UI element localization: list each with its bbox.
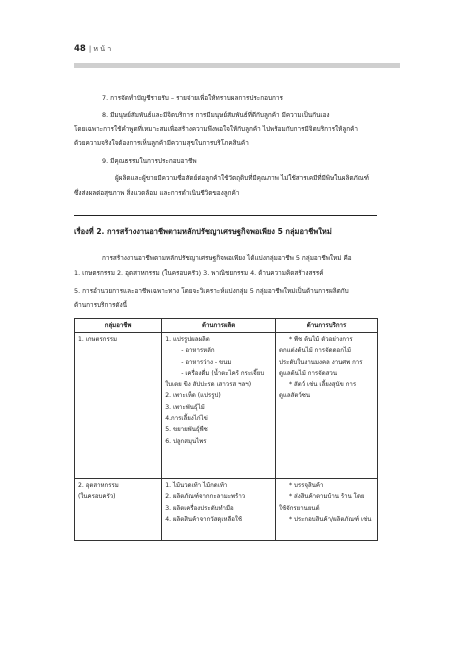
cell-text: * บรรจุสินค้า — [289, 482, 324, 489]
group-cell — [75, 333, 162, 479]
section-rule — [74, 215, 377, 216]
cell-text: 2. อุตสาหกรรม — [78, 482, 119, 489]
cell-text: ใบเตย ขิง สัปปะรด เสาวรส ฯลฯ) — [165, 381, 252, 389]
page-label: | ห น้ า — [88, 45, 112, 53]
cell-text: 2. ผลิตภัณฑ์จากกะลามะพร้าว — [165, 493, 246, 501]
paragraph-line: ผู้ผลิตและผู้ขายมีความซื่อสัตย์ต่อลูกค้าใช้วัตถุดิบที่มีคุณภาพ ไม่ใช้สารเคมีที่มีพิษในผลิตภัณฑ์ — [115, 174, 369, 182]
header-rule — [74, 63, 400, 68]
paragraph-line: การสร้างงานอาชีพตามหลักปรัชญาเศรษฐกิจพอเพียง ได้แบ่งกลุ่มอาชีพ 5 กลุ่มอาชีพใหม่ คือ — [102, 254, 352, 262]
cell-text: 3. ผลิตเครื่องประดับทำมือ — [165, 504, 234, 512]
cell-text: ดูแลสัตว์ซน — [279, 392, 311, 400]
paragraph-line: ซึ่งส่งผลต่อสุขภาพ สิ่งแวดล้อม และการดำเนินชีวิตของลูกค้า — [74, 189, 240, 197]
list-item-7: 7. การจัดทำบัญชีรายรับ – รายจ่ายเพื่อให้ทราบผลการประกอบการ — [102, 94, 283, 102]
paragraph-line: ด้านการบริการดังนี้ — [74, 301, 128, 309]
table-header-row — [75, 319, 378, 333]
page-header — [74, 44, 111, 55]
cell-text: * ประกอบสินค้า/ผลิตภัณฑ์ เช่น — [289, 515, 372, 523]
occupation-table — [74, 318, 378, 541]
column-header: ด้านการบริการ — [276, 319, 378, 333]
cell-text: 6. ปลูกสมุนไพร — [165, 437, 207, 445]
cell-text: 1. แปรรูปผลผลิต — [165, 336, 210, 343]
cell-text: 3. เพาะพันธุ์ไม้ — [165, 403, 205, 411]
service-cell — [276, 333, 378, 479]
cell-text: 1. เกษตรกรรม — [78, 336, 118, 343]
cell-text: 5. ขยายพันธุ์พืช — [165, 426, 208, 434]
paragraph-line: 1. เกษตรกรรม 2. อุตสาหกรรม (ในครอบครัว) 3. พาณิชยกรรม 4. ด้านความคิดสร้างสรรค์ — [74, 269, 324, 277]
page-number: 48 — [74, 44, 86, 54]
service-cell — [276, 479, 378, 541]
production-cell — [162, 333, 276, 479]
column-header: ด้านการผลิต — [162, 319, 276, 333]
column-header: กลุ่มอาชีพ — [75, 319, 162, 333]
table-row — [75, 333, 378, 479]
cell-text: - อาหารหลัก — [181, 347, 215, 355]
cell-text: 4. ผลิตสินค้าจากวัสดุเหลือใช้ — [165, 515, 242, 523]
cell-text: 2. เพาะเห็ด (แปรรูป) — [165, 392, 221, 400]
list-item-9: 9. มีคุณธรรมในการประกอบอาชีพ — [102, 157, 197, 165]
cell-text: 4.การเลี้ยงไก่ไข่ — [165, 415, 208, 423]
cell-text: ตกแต่งต้นไม้ การจัดดอกไม้ — [279, 347, 351, 355]
production-cell — [162, 479, 276, 541]
cell-text: ประดับในงานมงคล งานศพ การ — [279, 358, 363, 366]
paragraph-line: ด้วยความจริงใจต้องการเห็นลูกค้ามีความสุขในการบริโภคสินค้า — [74, 139, 249, 147]
group-cell — [75, 479, 162, 541]
table-row — [75, 479, 378, 541]
cell-text: * ส่งสินค้าตามบ้าน ร้าน โดย — [289, 493, 365, 501]
cell-text: (ในครอบครัว) — [78, 493, 116, 501]
cell-text: * พืช ต้นไม้ ตัวอย่างการ — [289, 336, 353, 343]
paragraph-line: 5. การอำนวยการและอาชีพเฉพาะทาง โดยจะวิเคราะห์แบ่งกลุ่ม 5 กลุ่มอาชีพใหม่เป็นด้านการผลิตกับ — [74, 287, 349, 295]
cell-text: ใช้จักรยานยนต์ — [279, 504, 320, 512]
cell-text: * สัตว์ เช่น เลี้ยงสุนัข การ — [289, 381, 357, 389]
list-item-8: 8. มีมนุษย์สัมพันธ์และมีจิตบริการ การมีมนุษย์สัมพันธ์ที่ดีกับลูกค้า มีความเป็นกันเอง — [102, 111, 330, 119]
cell-text: ดูแลต้นไม้ การจัดสวน — [279, 369, 338, 377]
cell-text: 1. ไม้นวดเท้า ไม้กดเท้า — [165, 482, 228, 489]
cell-text: - เครื่องดื่ม (น้ำตะไคร้ กระเจี๊ยบ — [181, 369, 265, 377]
section-title: เรื่องที่ 2. การสร้างงานอาชีพตามหลักปรัชญาเศรษฐกิจพอเพียง 5 กลุ่มอาชีพใหม่ — [74, 227, 332, 236]
paragraph-line: โดยเฉพาะการใช้คำพูดที่เหมาะสมเพื่อสร้างความพึงพอใจให้กับลูกค้า ไปพร้อมกับการมีจิตบริการให้ลูกค้า — [74, 125, 359, 133]
cell-text: - อาหารว่าง - ขนม — [181, 358, 232, 366]
